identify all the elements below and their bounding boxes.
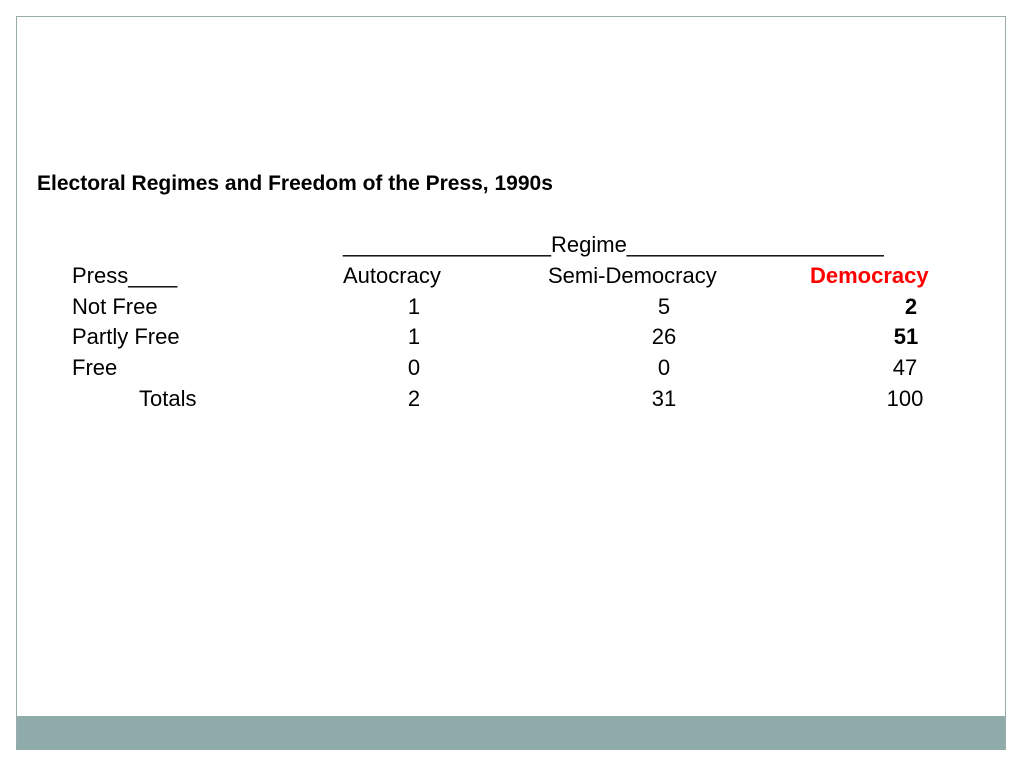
row-label-free: Free (72, 355, 118, 380)
row-label-partly-free: Partly Free (72, 324, 180, 349)
slide-frame (16, 16, 1006, 750)
cell-totals-semi-democracy: 31 (651, 386, 677, 411)
cell-partly-free-semi-democracy: 26 (651, 324, 677, 349)
footer-bar (17, 716, 1005, 750)
regime-header: _________________Regime_____________________ (343, 232, 884, 257)
cell-totals-autocracy: 2 (407, 386, 421, 411)
column-header-autocracy: Autocracy (343, 263, 441, 288)
cell-not-free-semi-democracy: 5 (657, 294, 671, 319)
cell-free-autocracy: 0 (407, 355, 421, 380)
slide-title: Electoral Regimes and Freedom of the Press, 1990s (37, 172, 553, 195)
row-label-not-free: Not Free (72, 294, 158, 319)
cell-free-democracy: 47 (892, 355, 918, 380)
row-header-press: Press____ (72, 263, 178, 288)
cell-not-free-autocracy: 1 (407, 294, 421, 319)
cell-totals-democracy: 100 (886, 386, 924, 411)
cell-partly-free-democracy: 51 (893, 324, 919, 349)
cell-partly-free-autocracy: 1 (407, 324, 421, 349)
column-header-democracy: Democracy (810, 263, 929, 288)
row-label-totals: Totals (139, 386, 197, 411)
column-header-semi-democracy: Semi-Democracy (548, 263, 717, 288)
cell-free-semi-democracy: 0 (657, 355, 671, 380)
cell-not-free-democracy: 2 (904, 294, 918, 319)
